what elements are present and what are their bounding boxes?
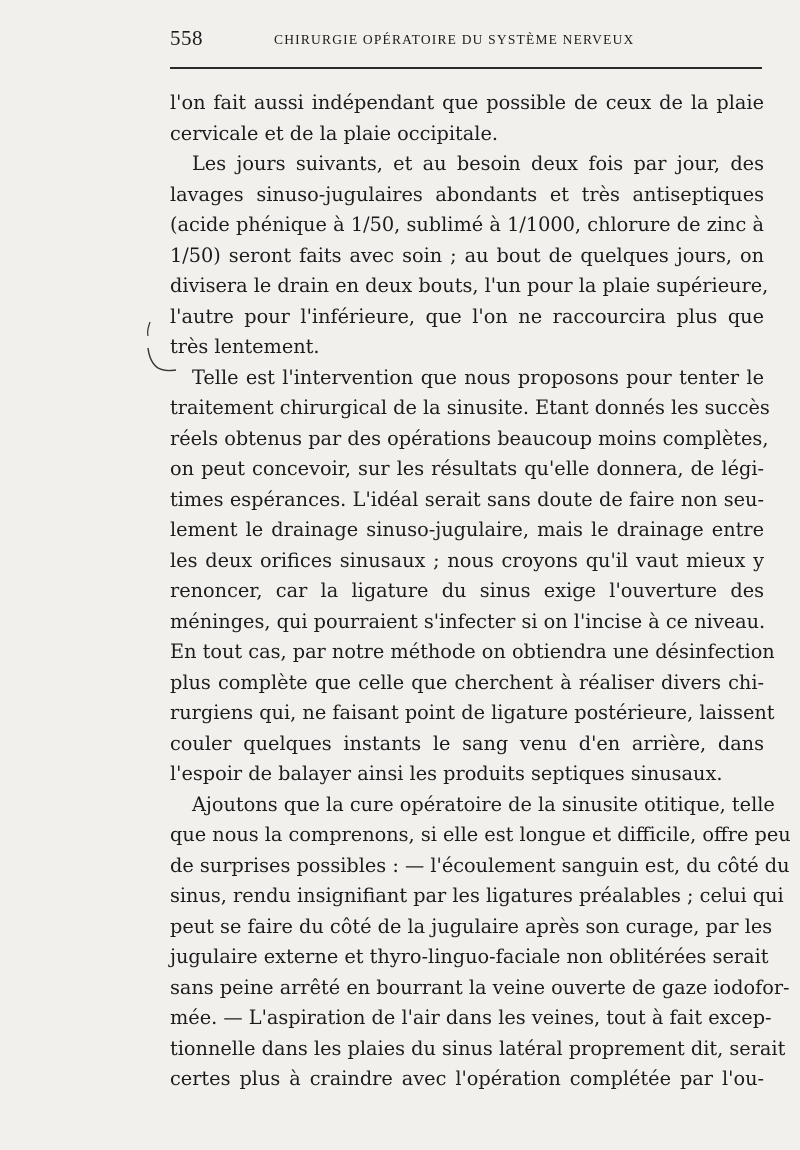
text-line: on peut concevoir, sur les résultats qu'elle donnera, de légi- [170, 457, 764, 480]
text-line: En tout cas, par notre méthode on obtiendra une désinfection [170, 640, 775, 663]
text-line: jugulaire externe et thyro-linguo-faciale non oblitérées serait [170, 945, 769, 968]
text-line: times espérances. L'idéal serait sans doute de faire non seu- [170, 487, 764, 511]
text-line: l'espoir de balayer ainsi les produits septiques sinusaux. [170, 762, 723, 785]
text-line: rurgiens qui, ne faisant point de ligature postérieure, laissent [170, 701, 775, 724]
text-line: divisera le drain en deux bouts, l'un pour la plaie supérieure, [170, 274, 769, 297]
text-line: couler quelques instants le sang venu d'en arrière, dans [170, 731, 764, 755]
text-line: cervicale et de la plaie occipitale. [170, 121, 498, 145]
text-line: lavages sinuso-jugulaires abondants et très antiseptiques [170, 182, 764, 206]
text-line: lement le drainage sinuso-jugulaire, mais le drainage entre [170, 518, 764, 541]
text-line: peut se faire du côté de la jugulaire après son curage, par les [170, 914, 773, 938]
text-line: de surprises possibles : — l'écoulement sanguin est, du côté du [170, 853, 790, 877]
text-line: les deux orifices sinusaux ; nous croyons qu'il vaut mieux y [170, 548, 764, 572]
running-head: CHIRURGIE OPÉRATOIRE DU SYSTÈME NERVEUX [274, 32, 635, 47]
text-line: l'autre pour l'inférieure, que l'on ne raccourcira plus que [170, 304, 764, 328]
text-line: réels obtenus par des opérations beaucoup moins complètes, [170, 426, 769, 450]
text-line: mée. — L'aspiration de l'air dans les veines, tout à fait excep- [170, 1006, 772, 1029]
text-line: sinus, rendu insignifiant par les ligatures préalables ; celui qui [170, 884, 784, 907]
text-line: Les jours suivants, et au besoin deux fois par jour, des [192, 152, 764, 175]
body-text [170, 88, 791, 1095]
paragraph [170, 790, 791, 1095]
page-number: 558 [170, 26, 203, 50]
text-line: très lentement. [170, 335, 320, 358]
paragraph [170, 149, 769, 363]
text-line: Ajoutons que la cure opératoire de la sinusite otitique, telle [192, 792, 775, 816]
text-line: tionnelle dans les plaies du sinus latéral proprement dit, serait [170, 1036, 786, 1060]
text-line: 1/50) seront faits avec soin ; au bout de quelques jours, on [170, 243, 764, 267]
text-line: que nous la comprenons, si elle est longue et difficile, offre peu [170, 823, 791, 846]
text-line: (acide phénique à 1/50, sublimé à 1/1000, chlorure de zinc à [170, 213, 764, 236]
text-line: l'on fait aussi indépendant que possible de ceux de la plaie [170, 91, 764, 114]
text-line: plus complète que celle que cherchent à réaliser divers chi- [170, 670, 764, 694]
text-line: renoncer, car la ligature du sinus exige l'ouverture des [170, 579, 764, 602]
paragraph [170, 363, 775, 790]
text-line: Telle est l'intervention que nous proposons pour tenter le [192, 365, 764, 389]
text-line: méninges, qui pourraient s'infecter si on l'incise à ce niveau. [170, 609, 766, 633]
paragraph [170, 88, 764, 149]
text-line: traitement chirurgical de la sinusite. Etant donnés les succès [170, 396, 770, 419]
header-rule [170, 67, 762, 69]
page-header [170, 26, 770, 54]
text-line: sans peine arrêté en bourrant la veine ouverte de gaze iodofor- [170, 975, 790, 999]
text-line: certes plus à craindre avec l'opération complétée par l'ou- [170, 1067, 764, 1090]
